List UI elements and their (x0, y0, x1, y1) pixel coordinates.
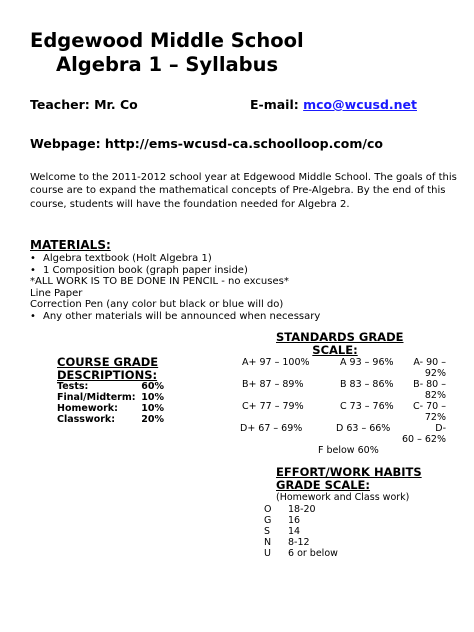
effort-grade: G (264, 515, 272, 526)
effort-grade: S (264, 526, 271, 537)
materials-item: • Algebra textbook (Holt Algebra 1) (30, 253, 320, 265)
scale-minus-line: 60 – 62% (402, 434, 446, 445)
scale-minus (392, 401, 446, 423)
webpage-link[interactable]: Webpage: http://ems-wcusd-ca.schoolloop.com/co (30, 136, 383, 151)
effort-range: 18-20 (288, 504, 316, 515)
grade-category: Classwork: (57, 414, 116, 425)
effort-grade: U (264, 548, 271, 559)
effort-heading (276, 466, 422, 492)
grade-category: Homework: (57, 403, 118, 414)
scale-mid: B 83 – 86% (340, 379, 394, 390)
syllabus-title: Algebra 1 – Syllabus (56, 53, 279, 76)
scale-plus: C+ 77 – 79% (242, 401, 304, 412)
effort-range: 6 or below (288, 548, 338, 559)
course-grade-table (57, 381, 164, 425)
grade-weight: 10% (141, 403, 164, 414)
scale-plus: B+ 87 – 89% (242, 379, 304, 390)
effort-heading-line2: GRADE SCALE: (276, 478, 371, 492)
scale-minus-line: D- (435, 423, 446, 434)
effort-range: 16 (288, 515, 301, 526)
welcome-paragraph (30, 171, 457, 211)
email-line (250, 97, 417, 112)
teacher-label: Teacher: Mr. Co (30, 97, 138, 112)
scale-minus-line: 72% (424, 412, 446, 423)
table-row (57, 392, 164, 403)
scale-minus-line: 92% (424, 368, 446, 379)
materials-item: *ALL WORK IS TO BE DONE IN PENCIL - no excuses* (30, 276, 289, 287)
grade-weight: 60% (141, 381, 164, 392)
email-label: E-mail: (250, 97, 299, 112)
effort-heading-line1: EFFORT/WORK HABITS (276, 465, 422, 479)
scale-mid: D 63 – 66% (336, 423, 391, 434)
school-title: Edgewood Middle School (30, 29, 304, 52)
effort-range: 8-12 (288, 537, 310, 548)
email-link[interactable]: mco@wcusd.net (303, 97, 417, 112)
scale-minus-line: 82% (424, 390, 446, 401)
course-grade-heading-line1: COURSE GRADE (57, 355, 159, 369)
materials-heading: MATERIALS: (30, 238, 111, 252)
scale-minus-line: B- 80 – (413, 379, 446, 390)
materials-item: Line Paper (30, 287, 83, 299)
scale-mid: C 73 – 76% (340, 401, 394, 412)
materials-list (30, 253, 320, 322)
materials-item: • 1 Composition book (graph paper inside) (30, 265, 320, 277)
grade-category: Tests: (57, 381, 89, 392)
materials-item: • Any other materials will be announced when necessary (30, 311, 320, 323)
table-row (57, 403, 164, 414)
course-grade-heading-line2: DESCRIPTIONS: (57, 368, 158, 382)
table-row (57, 414, 164, 425)
scale-fail: F below 60% (318, 445, 379, 456)
scale-minus (392, 357, 446, 379)
scale-minus-line: C- 70 – (413, 401, 446, 412)
standards-heading (276, 330, 404, 357)
standards-heading-line1: STANDARDS GRADE (276, 330, 404, 344)
grade-category: Final/Midterm: (57, 392, 136, 403)
scale-minus (392, 379, 446, 401)
scale-mid: A 93 – 96% (340, 357, 394, 368)
table-row (57, 381, 164, 392)
welcome-line: Welcome to the 2011-2012 school year at Edgewood Middle School. The goals of this (30, 172, 457, 183)
scale-minus (392, 423, 446, 445)
effort-grade: N (264, 537, 272, 548)
scale-plus: A+ 97 – 100% (242, 357, 310, 368)
materials-item: Correction Pen (any color but black or blue will do) (30, 299, 284, 310)
standards-heading-line2: SCALE: (312, 343, 358, 357)
effort-range: 14 (288, 526, 301, 537)
effort-subtitle: (Homework and Class work) (276, 492, 410, 503)
scale-minus-line: A- 90 – (413, 357, 446, 368)
welcome-line: course, students will have the foundation needed for Algebra 2. (30, 198, 350, 210)
welcome-line: course are to expand the mathematical concepts of Pre-Algebra. By the end of this (30, 185, 446, 197)
course-grade-heading (57, 356, 158, 382)
scale-plus: D+ 67 – 69% (240, 423, 303, 434)
grade-weight: 20% (141, 414, 164, 425)
effort-grade: O (264, 504, 272, 515)
grade-weight: 10% (141, 392, 164, 403)
